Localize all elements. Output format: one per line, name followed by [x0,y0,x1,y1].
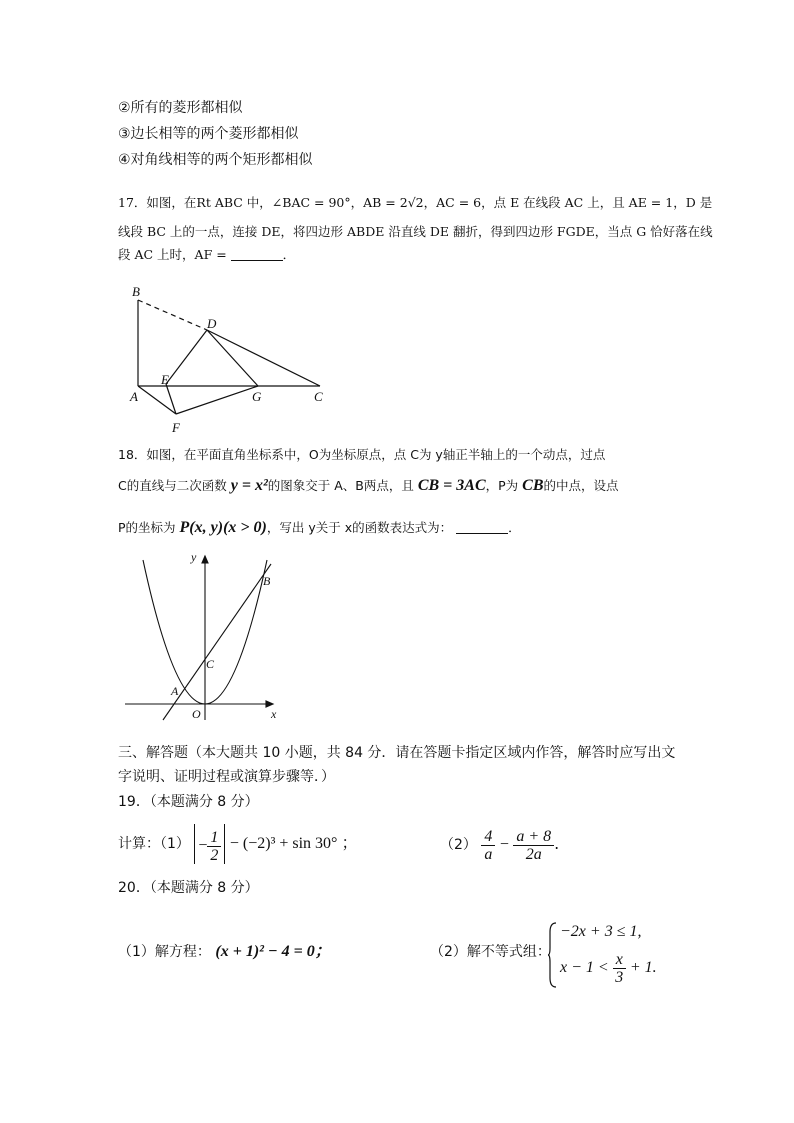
q17-segment-dc [207,330,320,386]
q19-part-2 [440,822,559,866]
q17-label-c: C [314,389,323,404]
q17-segment-fg [176,386,258,414]
q18-line-2-d: ，P为 [485,478,519,493]
q20-title: 20．（本题满分 8 分） [118,880,259,896]
q17-line-1: 17．如图，在Rt ABC 中，∠BAC = 90°，AB = 2√2，AC = 6，点 E 在线段 AC 上，且 AE = 1，D 是 [118,195,713,210]
q17-label-e: E [161,372,169,387]
q17-line-3 [118,245,295,265]
q20-inequality-2-a: x − 1 < [560,959,609,976]
q20-part-2-label: （2）解不等式组： [430,944,551,960]
q18-function: y = x² [230,477,268,494]
q18-line-2-b: 的图象交于 A、B两点，且 [267,478,414,493]
q17-segment-af [138,386,176,414]
q17-segment-bd-dashed [138,300,207,330]
q19-title: 19．（本题满分 8 分） [118,794,259,810]
item-3: ③边长相等的两个菱形都相似 [118,126,299,142]
item-2: ②所有的菱形都相似 [118,100,243,116]
q18-answer-blank[interactable] [456,519,508,534]
q17-answer-blank[interactable] [231,246,283,261]
q19-minus: − [499,836,509,853]
q17-label-f: F [172,420,180,435]
q20-inequality-1: −2x + 3 ≤ 1, [560,923,642,940]
q18-label-a: A [171,684,179,698]
q20-system-brace [548,922,558,988]
q19-part-2-label: （2） [440,837,477,853]
q20-frac-den: 3 [615,968,624,986]
q18-point-p: P(x, y)(x > 0) [179,519,267,536]
q18-condition: CB = 3AC [417,477,486,494]
q18-label-c: C [206,657,215,671]
q19-frac-2-num: a + 8 [513,828,554,846]
section-3-line-1: 三、解答题（本大题共 10 小题，共 84 分．请在答题卡指定区域内作答，解答时应写出文 [118,745,676,761]
q20-part-1 [118,942,331,962]
q18-line-2 [118,476,619,496]
q18-label-x: x [271,707,277,721]
q20-inequality-2 [560,948,657,988]
q18-label-y: y [191,550,197,564]
q17-figure [120,280,340,440]
q17-label-d: D [207,316,217,331]
q19-problems [118,822,357,866]
q19-absolute-value: − $\frac{1}{2}$ [194,824,225,864]
q19-part-1-rest: − (−2)³ + sin 30° ； [229,835,358,852]
q17-line-3-end: ． [282,247,296,262]
q19-part-1-label: 计算：（1） [118,836,190,852]
q18-line-2-g: 的中点，设点 [543,478,619,493]
q20-inequality-2-b: + 1. [629,959,657,976]
q17-segment-dg [207,330,258,386]
q19-abs-denominator: 2 [210,846,219,864]
q17-line-3-text: 段 AC 上时，AF = [118,247,227,262]
item-4: ④对角线相等的两个矩形都相似 [118,152,313,168]
q20-part-1-label: （1）解方程： [118,944,211,960]
q18-line-ab [163,564,271,720]
q18-line-3-end: ． [508,520,521,535]
q19-frac-1-num: 4 [481,828,495,846]
q17-label-g: G [252,389,262,404]
q18-label-b: B [263,574,271,588]
q18-segment-cb: CB [522,477,544,494]
q18-label-o: O [192,707,201,721]
section-3-line-2: 字说明、证明过程或演算步骤等．） [118,769,335,785]
q17-line-2: 线段 BC 上的一点，连接 DE，将四边形 ABDE 沿直线 DE 翻折，得到四边形 FGDE，当点 G 恰好落在线 [118,224,713,239]
q19-abs-numerator: 1 [207,829,221,847]
q20-equation: (x + 1)² − 4 = 0； [215,943,331,960]
q18-y-axis-arrow [202,556,208,563]
q17-segment-ef [166,384,176,414]
q18-line-3-c: ，写出 y关于 x的函数表达式为： [266,520,453,535]
q19-frac-2-den: 2a [525,845,542,863]
q18-line-2-a: C的直线与二次函数 [118,478,227,493]
q19-frac-1-den: a [484,845,493,863]
q18-figure [125,548,285,724]
q17-label-a: A [130,389,138,404]
q17-segment-de [166,330,207,384]
q20-frac-num: x [613,951,626,969]
q18-line-1: 18．如图，在平面直角坐标系中，O为坐标原点，点 C为 y轴正半轴上的一个动点，过点 [118,447,606,462]
q17-label-b: B [132,284,140,299]
q18-line-3-a: P的坐标为 [118,520,176,535]
q19-end: . [554,834,560,853]
q18-line-3 [118,518,521,538]
